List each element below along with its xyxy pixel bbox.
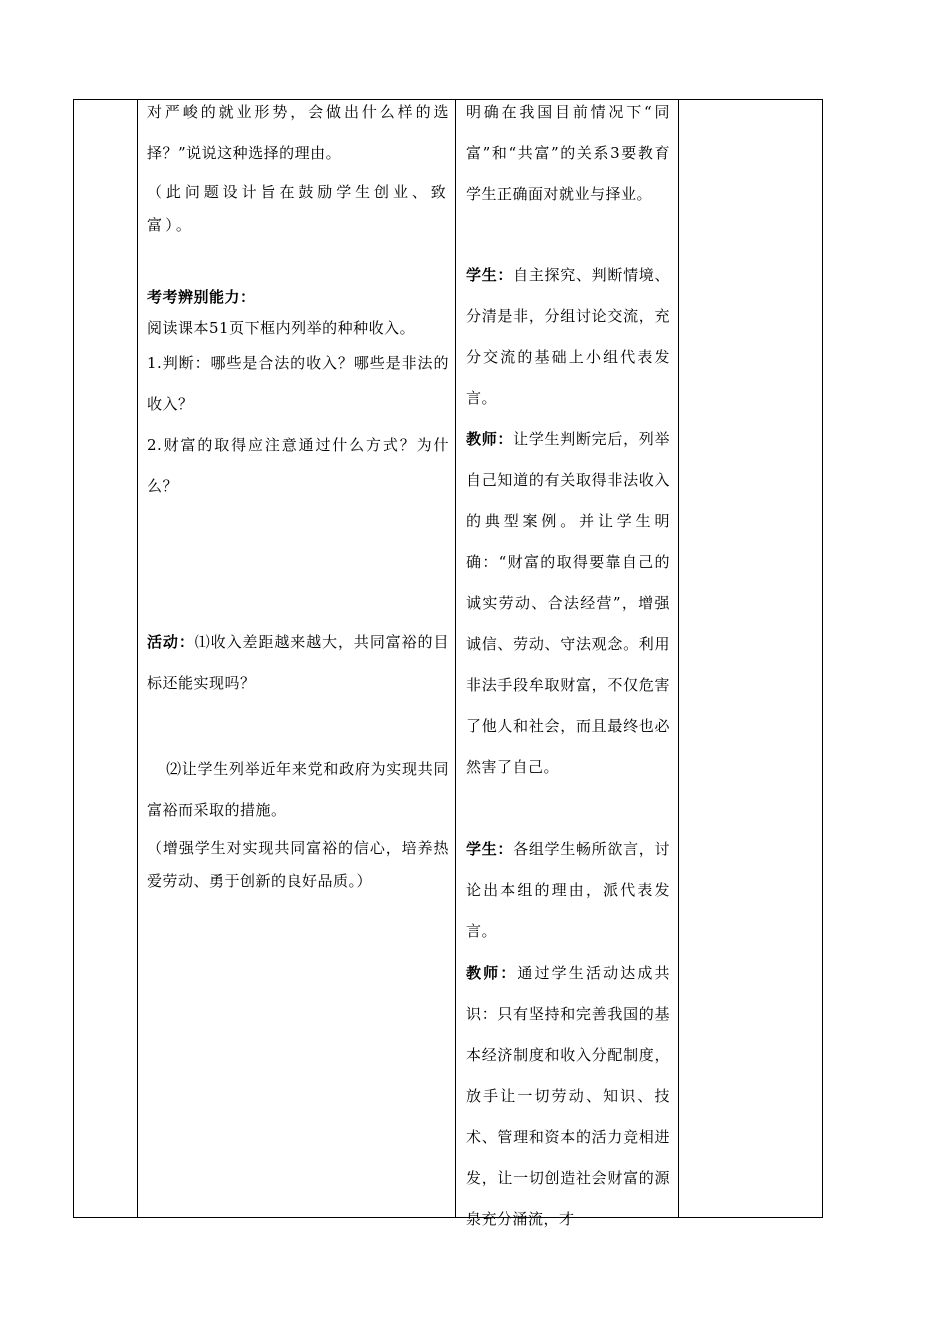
teaching-content-column <box>138 100 455 1217</box>
content-note: （此问题设计旨在鼓励学生创业、致富）。 <box>147 183 449 234</box>
teacher-label: 教师： <box>466 430 514 448</box>
activity-label: 活动： <box>147 633 195 651</box>
activity-step-2: ⑵让学生列举近年来党和政府为实现共同富裕而采取的措施。 <box>147 760 449 819</box>
content-paragraph: 阅读课本51页下框内列举的种种收入。 <box>147 319 416 337</box>
activity-paragraph <box>147 622 449 704</box>
activity-text: ⑴收入差距越来越大，共同富裕的目标还能实现吗？ <box>147 633 449 692</box>
teacher-student-activity-column <box>456 100 678 1228</box>
content-paragraph: 对严峻的就业形势，会做出什么样的选择？”说说这种选择的理由。 <box>147 103 449 162</box>
question-1: 1.判断：哪些是合法的收入？哪些是非法的收入？ <box>147 354 449 413</box>
lesson-plan-table <box>73 99 823 1228</box>
student-activity-1: 学生：自主探究、判断情境、分清是非，分组讨论交流，充分交流的基础上小组代表发言。 <box>466 266 670 407</box>
teacher-activity-1: 教师：让学生判断完后，列举自己知道的有关取得非法收入的典型案例。并让学生明确：“财富的取得要靠自己的诚实劳动、合法经营”，增强诚信、劳动、守法观念。利用非法手段牟取财富，不仅危害了他人和社会，而且最终也必然害了自己。 <box>466 430 670 776</box>
student-activity-2: 学生：各组学生畅所欲言，讨论出本组的理由，派代表发言。 <box>466 840 670 940</box>
student-label: 学生： <box>466 840 514 858</box>
teacher-label: 教师： <box>466 964 518 982</box>
content-note: （增强学生对实现共同富裕的信心，培养热爱劳动、勇于创新的良好品质。） <box>147 839 449 890</box>
teacher-activity-2: 教师：通过学生活动达成共识：只有坚持和完善我国的基本经济制度和收入分配制度，放手让一切劳动、知识、技术、管理和资本的活力竞相进发，让一切创造社会财富的源泉充分涌流，才 <box>466 964 670 1228</box>
activity-paragraph: 明确在我国目前情况下“同富”和“共富”的关系3要教育学生正确面对就业与择业。 <box>466 103 670 203</box>
column-divider-3 <box>678 100 679 1217</box>
student-label: 学生： <box>466 266 514 284</box>
section-heading: 考考辨别能力： <box>147 288 256 306</box>
question-2: 2.财富的取得应注意通过什么方式？为什么？ <box>147 436 449 495</box>
